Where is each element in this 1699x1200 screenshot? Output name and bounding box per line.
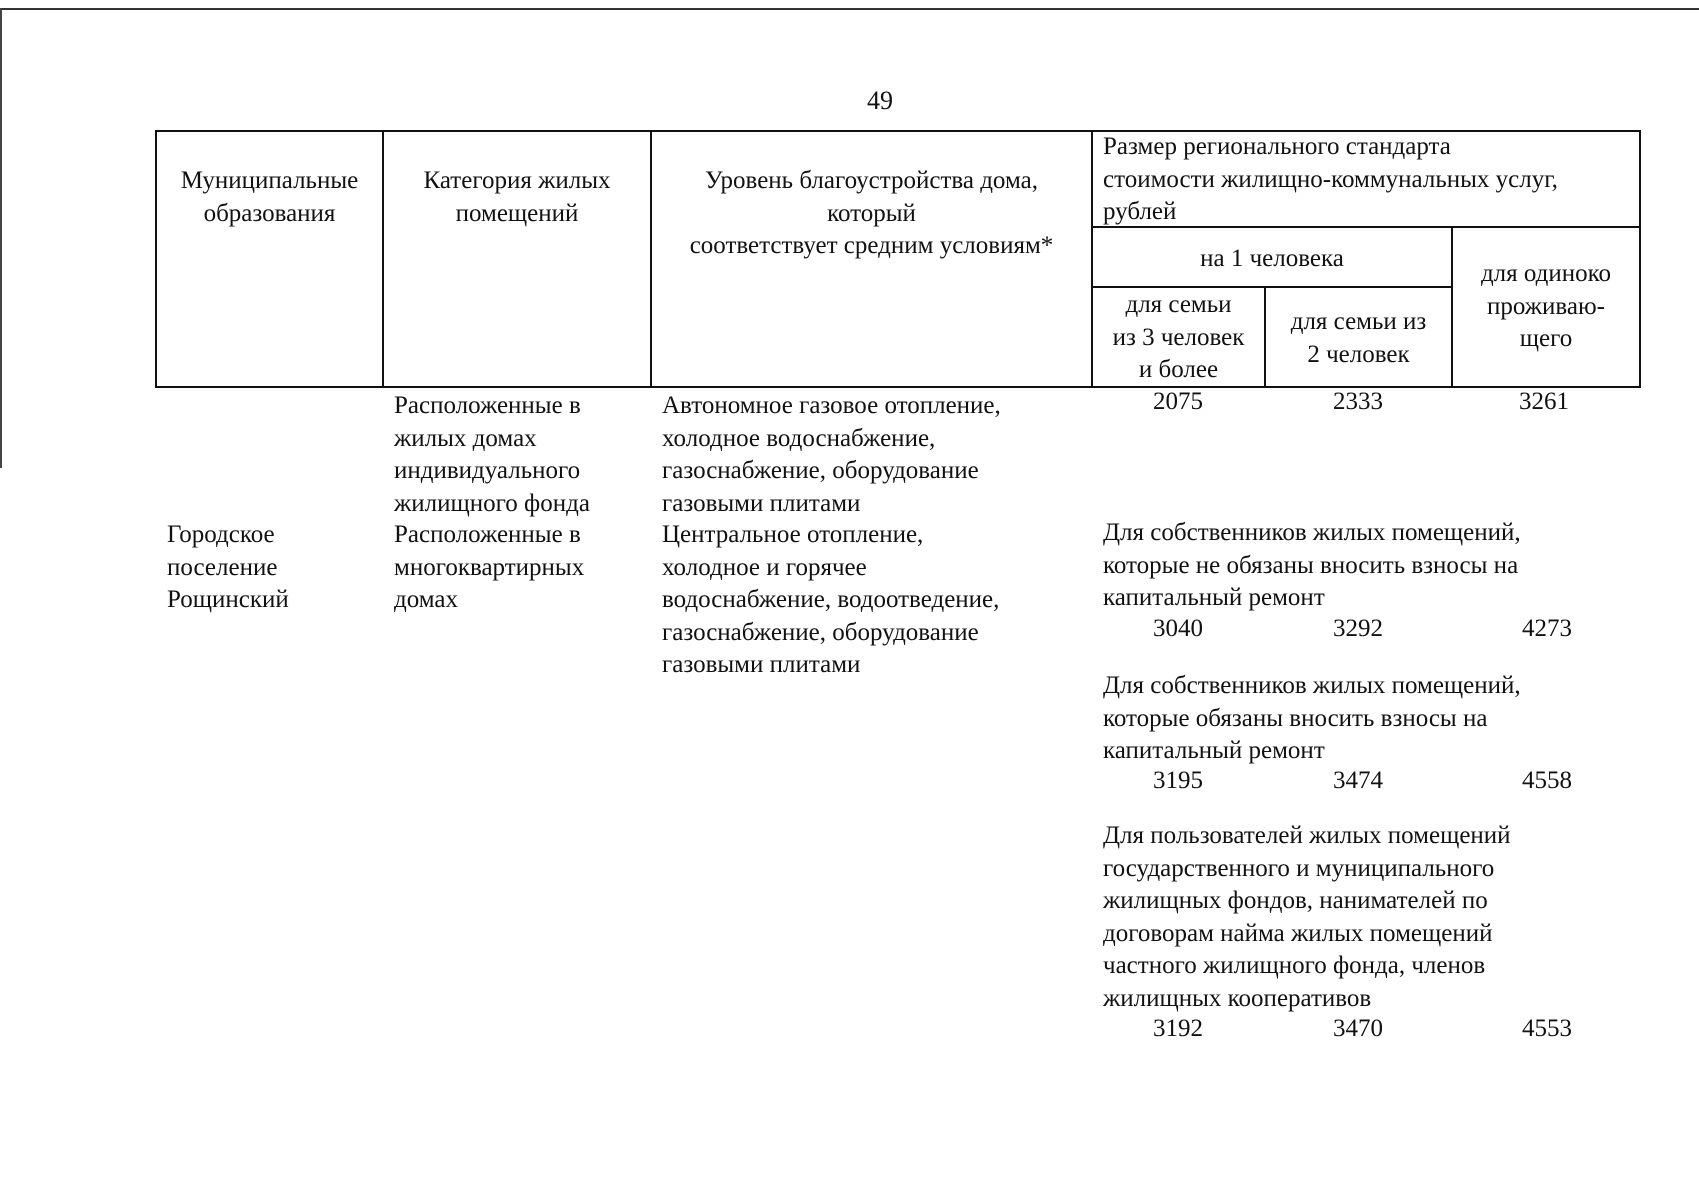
scan-border-top — [0, 8, 1699, 10]
row2-level: Центральное отопление, холодное и горячее водоснабжение, водоотведение, газоснабжение, оборудование газовыми плитами — [662, 521, 1000, 678]
header-municipality: Муниципальные образования — [180, 167, 359, 227]
group2-value-family3: 3195 — [1153, 767, 1203, 794]
group1-value-family2: 3292 — [1333, 615, 1383, 642]
group1-label: Для собственников жилых помещений, которые не обязаны вносить взносы на капитальный ремонт — [1103, 519, 1521, 611]
row1-value-family2: 2333 — [1333, 388, 1383, 415]
group1-value-single: 4273 — [1522, 615, 1572, 642]
row1-value-single: 3261 — [1519, 388, 1569, 415]
scan-border-left — [0, 8, 2, 468]
header-category: Категория жилых помещений — [423, 167, 611, 227]
row1-value-family3: 2075 — [1153, 388, 1203, 415]
header-family3: для семьи из 3 человек и более — [1112, 291, 1245, 383]
group2-label: Для собственников жилых помещений, которые обязаны вносить взносы на капитальный ремонт — [1103, 672, 1521, 764]
row1-category: Расположенные в жилых домах индивидуального жилищного фонда — [394, 392, 590, 517]
page-number: 49 — [867, 86, 893, 115]
group2-value-single: 4558 — [1522, 767, 1572, 794]
row2-category: Расположенные в многоквартирных домах — [394, 521, 585, 613]
header-level: Уровень благоустройства дома, который соответствует средним условиям* — [689, 167, 1054, 259]
group3-value-family2: 3470 — [1333, 1015, 1383, 1042]
header-standard: Размер регионального стандарта стоимости жилищно-коммунальных услуг, рублей — [1103, 133, 1558, 225]
header-single: для одиноко проживаю- щего — [1480, 260, 1612, 352]
municipality-name: Городское поселение Рощинский — [167, 521, 289, 613]
group3-value-single: 4553 — [1522, 1015, 1572, 1042]
group3-value-family3: 3192 — [1153, 1015, 1203, 1042]
group1-value-family3: 3040 — [1153, 615, 1203, 642]
group2-value-family2: 3474 — [1333, 767, 1383, 794]
header-family2: для семьи из 2 человек — [1290, 308, 1427, 368]
group3-label: Для пользователей жилых помещений государственного и муниципального жилищных фондов, нанимателей по договорам найма жилых помещений частного жилищного фонда, членов жилищных кооперативов — [1103, 822, 1511, 1012]
row1-level: Автономное газовое отопление, холодное водоснабжение, газоснабжение, оборудование газовыми плитами — [662, 392, 1001, 517]
header-per-person: на 1 человека — [1200, 245, 1344, 272]
